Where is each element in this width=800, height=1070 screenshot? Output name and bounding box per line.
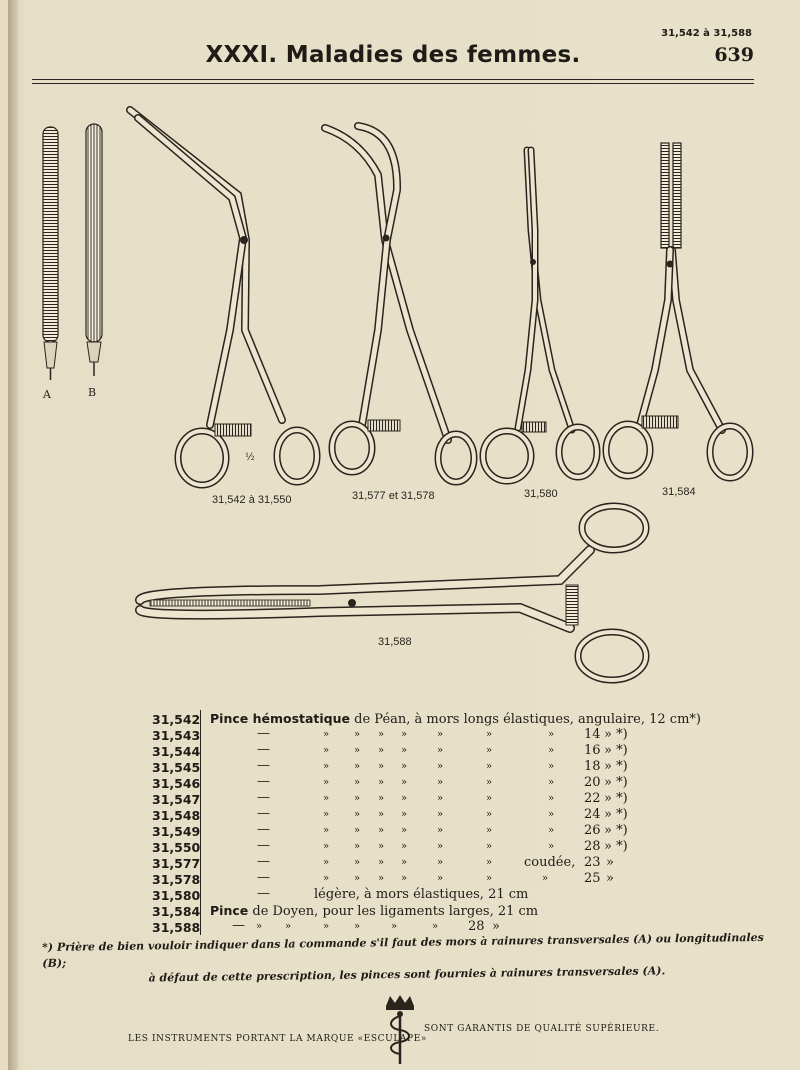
size-suffix: » *) <box>604 743 628 758</box>
ditto-dash: — <box>257 886 270 901</box>
ditto-mark: » <box>323 793 330 804</box>
figure-label: 31,588 <box>378 636 412 648</box>
ditto-mark: » <box>437 777 444 788</box>
ditto-mark: » <box>378 841 385 852</box>
size-value: 28 <box>584 839 601 854</box>
size-value: 14 <box>584 727 601 742</box>
ditto-mark: » <box>548 761 555 772</box>
ditto-dash: — <box>257 822 270 837</box>
figure-label: 31,542 à 31,550 <box>212 494 292 506</box>
ditto-mark: » <box>323 745 330 756</box>
table-row <box>0 823 800 839</box>
ditto-mark: » <box>548 809 555 820</box>
forceps-straight <box>483 150 597 481</box>
item-number: 31,546 <box>152 776 201 791</box>
angle-word: coudée, <box>524 855 576 870</box>
ditto-dash: — <box>257 790 270 805</box>
ditto-mark: » <box>486 825 493 836</box>
ditto-mark: » <box>378 857 385 868</box>
ditto-mark: » <box>486 729 493 740</box>
item-details: légère, à mors élastiques, 21 cm <box>314 887 529 902</box>
ditto-mark: » <box>323 857 330 868</box>
table-row <box>0 871 800 887</box>
ditto-mark: » <box>354 729 361 740</box>
size-unit-mark: » <box>606 855 614 870</box>
ditto-mark: » <box>323 873 330 884</box>
size-unit-mark: » <box>606 871 614 886</box>
size-value: 23 <box>584 855 601 870</box>
ditto-mark: » <box>401 793 408 804</box>
ditto-mark: » <box>401 825 408 836</box>
ditto-dash: — <box>257 806 270 821</box>
figure-label: 31,580 <box>524 488 558 500</box>
ditto-mark: » <box>486 809 493 820</box>
forceps-curved <box>325 126 474 482</box>
item-number: 31,542 <box>152 712 201 727</box>
jaw-detail-a <box>43 127 58 380</box>
page-title: XXXI. Maladies des femmes. <box>205 42 581 68</box>
size-suffix: » *) <box>604 791 628 806</box>
table-row <box>0 903 800 919</box>
ditto-mark: » <box>378 777 385 788</box>
table-row <box>0 759 800 775</box>
ditto-mark: » <box>401 745 408 756</box>
figure-small-mark: ½ <box>245 452 255 463</box>
ditto-mark: » <box>401 873 408 884</box>
ditto-mark: » <box>486 841 493 852</box>
size-value: 28 <box>468 919 485 934</box>
ditto-dash: — <box>257 854 270 869</box>
table-row <box>0 887 800 903</box>
table-row <box>0 743 800 759</box>
forceps-angular <box>130 110 317 485</box>
ditto-mark: » <box>548 825 555 836</box>
size-value: 20 <box>584 775 601 790</box>
ditto-mark: » <box>548 729 555 740</box>
table-row <box>0 839 800 855</box>
size-suffix: » *) <box>604 775 628 790</box>
ditto-dash: — <box>257 870 270 885</box>
size-suffix: » *) <box>604 727 628 742</box>
guarantee-left: LES INSTRUMENTS PORTANT LA MARQUE «ESCULAPE» <box>128 1034 427 1044</box>
ditto-mark: » <box>548 841 555 852</box>
ditto-mark: » <box>354 873 361 884</box>
ditto-mark: » <box>486 777 493 788</box>
item-name-bold: Pince hémostatique <box>210 711 351 726</box>
ditto-mark: » <box>354 745 361 756</box>
item-number: 31,578 <box>152 872 201 887</box>
ditto-mark: » <box>548 745 555 756</box>
ditto-mark: » <box>401 761 408 772</box>
forceps-horizontal <box>140 506 646 680</box>
item-description <box>210 903 538 919</box>
ditto-mark: » <box>437 857 444 868</box>
ditto-mark: » <box>542 873 549 884</box>
ditto-mark: » <box>378 761 385 772</box>
ditto-mark: » <box>378 825 385 836</box>
table-row <box>0 727 800 743</box>
ditto-mark: » <box>378 809 385 820</box>
ditto-mark: » <box>378 873 385 884</box>
page-number: 639 <box>714 44 754 66</box>
ditto-mark: » <box>354 921 361 932</box>
item-number: 31,543 <box>152 728 201 743</box>
forceps-doyen <box>606 143 750 478</box>
footnote-line-1: *) Prière de bien vouloir indiquer dans la commande s'il faut des mors à rainures transversales (A) ou longitudinales (B); <box>42 930 764 970</box>
jaw-detail-b <box>86 124 102 376</box>
ditto-mark: » <box>486 745 493 756</box>
ditto-mark: » <box>323 729 330 740</box>
header-range: 31,542 à 31,588 <box>661 28 752 39</box>
ditto-mark: » <box>437 761 444 772</box>
ditto-mark: » <box>354 793 361 804</box>
ditto-mark: » <box>256 921 263 932</box>
ditto-dash: — <box>257 774 270 789</box>
ditto-mark: » <box>437 729 444 740</box>
ditto-mark: » <box>437 841 444 852</box>
figure-label: 31,577 et 31,578 <box>352 490 435 502</box>
esculape-logo-icon <box>380 994 420 1066</box>
ditto-dash: — <box>257 838 270 853</box>
figure-letter-b: B <box>88 386 97 399</box>
product-table <box>0 705 800 945</box>
ditto-mark: » <box>378 793 385 804</box>
ditto-mark: » <box>323 777 330 788</box>
ditto-mark: » <box>548 793 555 804</box>
ditto-dash: — <box>257 742 270 757</box>
ditto-mark: » <box>437 809 444 820</box>
ditto-mark: » <box>354 777 361 788</box>
size-value: 26 <box>584 823 601 838</box>
ditto-dash: — <box>257 726 270 741</box>
figure-letter-a: A <box>43 388 51 401</box>
size-value: 22 <box>584 791 601 806</box>
ditto-mark: » <box>401 729 408 740</box>
ditto-mark: » <box>486 873 493 884</box>
ditto-mark: » <box>378 745 385 756</box>
size-suffix: » *) <box>604 839 628 854</box>
ditto-mark: » <box>285 921 292 932</box>
ditto-mark: » <box>486 761 493 772</box>
item-details: de Doyen, pour les ligaments larges, 21 cm <box>248 904 539 919</box>
ditto-mark: » <box>437 825 444 836</box>
item-number: 31,577 <box>152 856 201 871</box>
footnote-line-2: à défaut de cette prescription, les pinces sont fournies à rainures transversales (A). <box>148 964 666 985</box>
ditto-mark: » <box>401 809 408 820</box>
size-value: 18 <box>584 759 601 774</box>
guarantee-right: SONT GARANTIS DE QUALITÉ SUPÉRIEURE. <box>424 1024 660 1034</box>
ditto-mark: » <box>486 793 493 804</box>
figure-label: 31,584 <box>662 486 696 498</box>
ditto-mark: » <box>437 873 444 884</box>
ditto-mark: » <box>401 857 408 868</box>
ditto-mark: » <box>323 921 330 932</box>
ditto-mark: » <box>401 777 408 788</box>
size-unit-mark: » <box>492 919 500 934</box>
size-value: 24 <box>584 807 601 822</box>
size-value: 16 <box>584 743 601 758</box>
size-value: 25 <box>584 871 601 886</box>
ditto-mark: » <box>401 841 408 852</box>
ditto-mark: » <box>323 809 330 820</box>
ditto-mark: » <box>486 857 493 868</box>
item-description <box>210 711 701 727</box>
table-row <box>0 807 800 823</box>
ditto-mark: » <box>323 841 330 852</box>
item-number: 31,544 <box>152 744 201 759</box>
item-number: 31,580 <box>152 888 201 903</box>
item-number: 31,588 <box>152 920 201 935</box>
table-row <box>0 775 800 791</box>
table-row <box>0 711 800 727</box>
item-number: 31,545 <box>152 760 201 775</box>
ditto-mark: » <box>354 825 361 836</box>
table-row <box>0 855 800 871</box>
ditto-mark: » <box>391 921 398 932</box>
table-row <box>0 791 800 807</box>
item-number: 31,550 <box>152 840 201 855</box>
item-number: 31,547 <box>152 792 201 807</box>
size-suffix: » *) <box>604 823 628 838</box>
ditto-mark: » <box>548 777 555 788</box>
ditto-mark: » <box>437 745 444 756</box>
size-suffix: » *) <box>604 807 628 822</box>
size-suffix: » *) <box>604 759 628 774</box>
ditto-mark: » <box>432 921 439 932</box>
item-details: de Péan, à mors longs élastiques, angulaire, 12 cm*) <box>350 712 701 727</box>
item-name-bold: Pince <box>210 903 249 918</box>
ditto-dash: — <box>232 918 245 933</box>
ditto-mark: » <box>378 729 385 740</box>
item-number: 31,584 <box>152 904 201 919</box>
ditto-mark: » <box>437 793 444 804</box>
ditto-mark: » <box>354 761 361 772</box>
item-number: 31,548 <box>152 808 201 823</box>
ditto-dash: — <box>257 758 270 773</box>
ditto-mark: » <box>323 761 330 772</box>
ditto-mark: » <box>323 825 330 836</box>
ditto-mark: » <box>354 857 361 868</box>
item-number: 31,549 <box>152 824 201 839</box>
ditto-mark: » <box>354 809 361 820</box>
ditto-mark: » <box>354 841 361 852</box>
